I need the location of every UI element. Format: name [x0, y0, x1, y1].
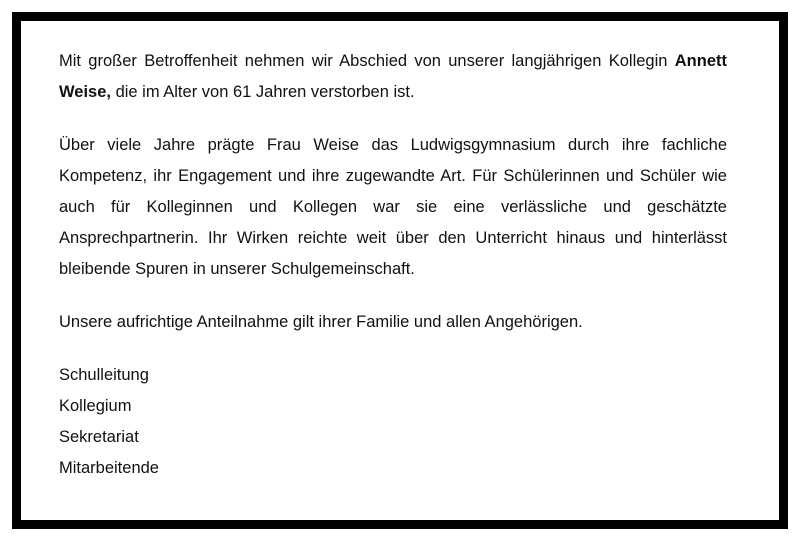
intro-text: Mit großer Betroffenheit nehmen wir Abschied von unserer langjährigen Kollegin: [59, 52, 668, 70]
condolence-paragraph: Unsere aufrichtige Anteilnahme gilt ihrer Familie und allen Angehörigen.: [59, 313, 583, 331]
signatory: Kollegium: [59, 397, 132, 415]
intro-text-end: die im Alter von 61 Jahren verstorben ist.: [115, 83, 415, 101]
intro-paragraph: [59, 46, 727, 108]
signatory: Schulleitung: [59, 366, 149, 384]
signatory: Sekretariat: [59, 428, 139, 446]
signatories: [59, 360, 727, 484]
obituary-notice: [59, 46, 727, 484]
signatory: Mitarbeitende: [59, 459, 159, 477]
tribute-paragraph: Über viele Jahre prägte Frau Weise das Ludwigsgymnasium durch ihre fachliche Kompetenz, ihr Engagement und ihre zugewandte Art. Für Schülerinnen und Schüler wie auch für Kolleginnen und Kollegen war sie eine verlässliche und geschätzte Ansprechpartnerin. Ihr Wirken reichte weit über den Unterricht hinaus und hinterlässt bleibende Spuren in unserer Schulgemeinschaft.: [59, 136, 727, 278]
deceased-name: Annett Weise,: [59, 52, 727, 101]
